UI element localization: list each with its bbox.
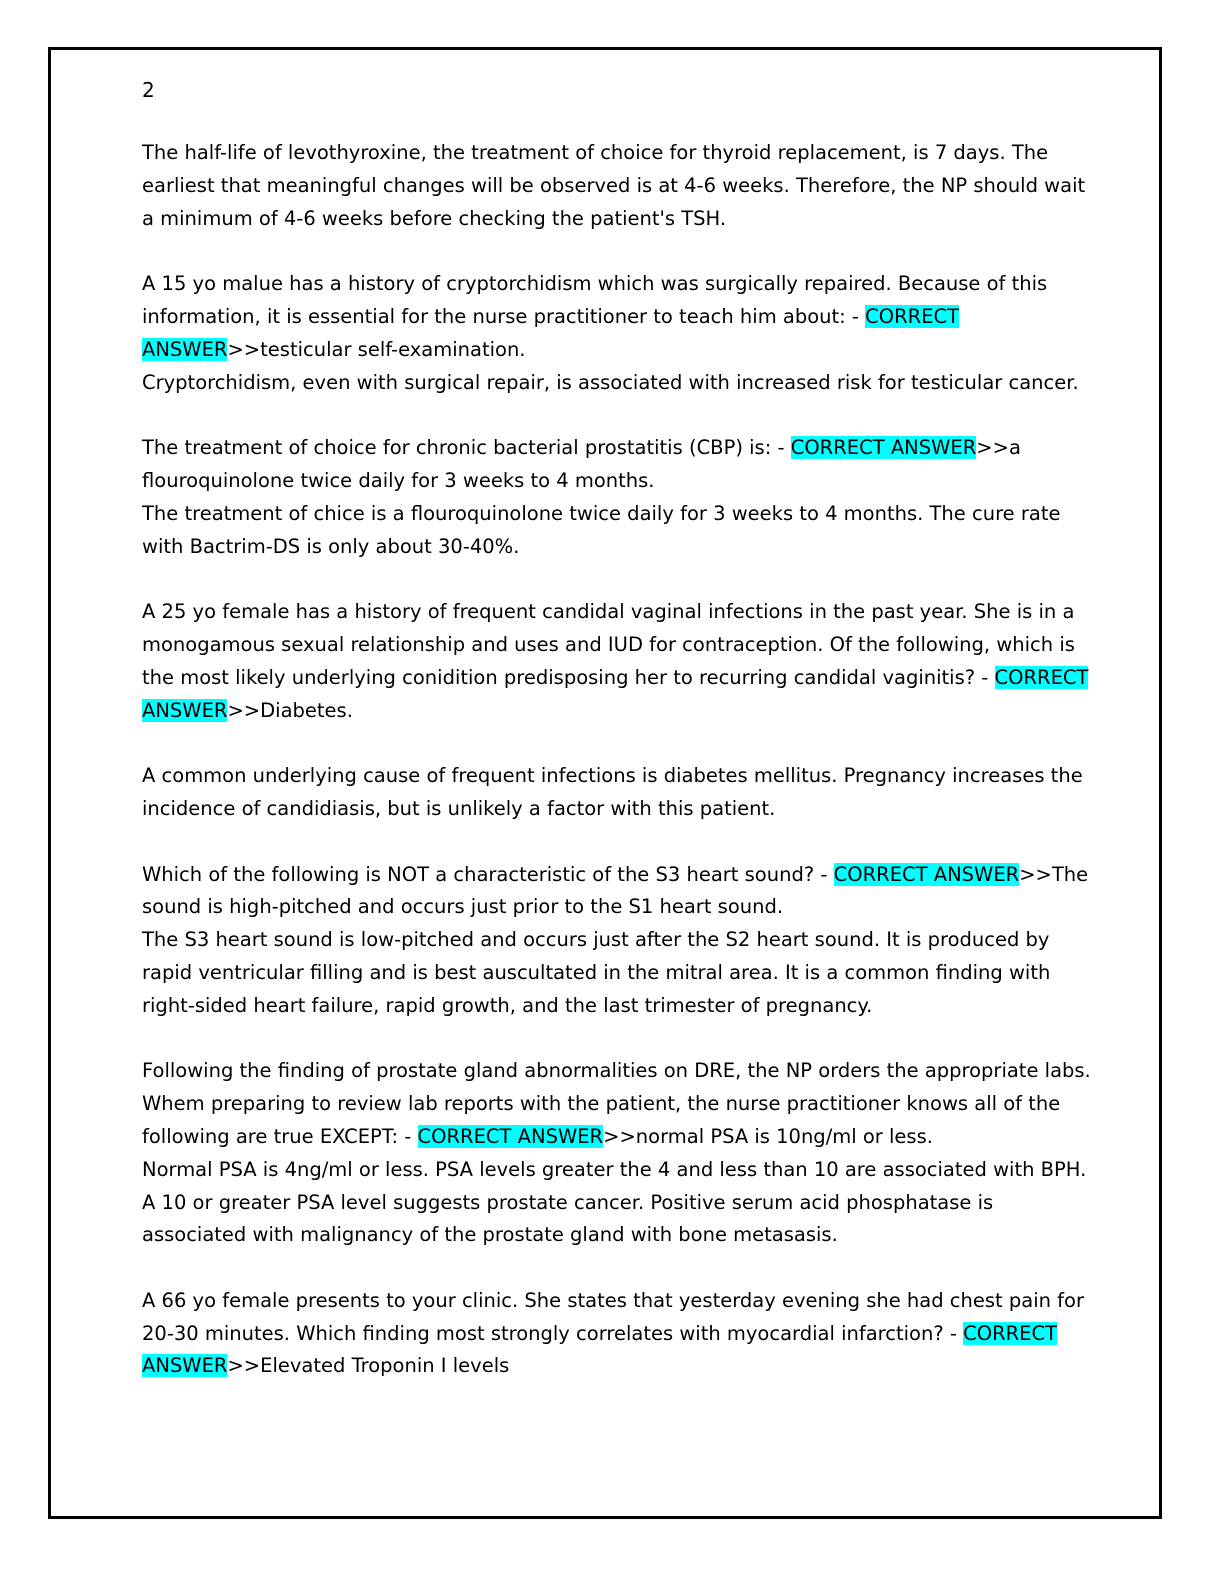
question-text: The treatment of choice for chronic bacterial prostatitis (CBP) is: -	[142, 436, 791, 460]
question-block	[142, 596, 1092, 727]
document-body	[142, 137, 1092, 1383]
question-text: A 15 yo malue has a history of cryptorchidism which was surgically repaired. Because of this information, it is essential for the nurse practitioner to teach him about: -	[142, 272, 1048, 328]
question-block	[142, 268, 1092, 399]
correct-answer-label: CORRECT ANSWER	[142, 304, 960, 361]
page-number: 2	[142, 78, 155, 102]
correct-answer-label: CORRECT ANSWER	[790, 436, 977, 460]
info-paragraph	[142, 760, 1092, 826]
rationale-text: The S3 heart sound is low-pitched and occurs just after the S2 heart sound. It is produced by rapid ventricular filling and is best auscultated in the mitral area. It is a common finding with right-sided heart failure, rapid growth, and the last trimester of pregnancy.	[142, 928, 1051, 1017]
answer-text: >>normal PSA is 10ng/ml or less.	[603, 1124, 933, 1148]
question-block	[142, 1285, 1092, 1383]
answer-text: >>The sound is high-pitched and occurs just prior to the S1 heart sound.	[142, 862, 1089, 919]
info-paragraph	[142, 137, 1092, 235]
answer-text: >>a flouroquinolone twice daily for 3 weeks to 4 months.	[142, 436, 1021, 492]
question-block	[142, 859, 1092, 1023]
paragraph-text: The half-life of levothyroxine, the treatment of choice for thyroid replacement, is 7 days. The earliest that meaningful changes will be observed is at 4-6 weeks. Therefore, the NP should wait a minimum of 4-6 weeks before checking the patient's TSH.	[142, 141, 1086, 230]
rationale-text: The treatment of chice is a flouroquinolone twice daily for 3 weeks to 4 months. The cure rate with Bactrim-DS is only about 30-40%.	[142, 501, 1061, 558]
answer-text: >>Diabetes.	[227, 698, 353, 722]
question-text: A 66 yo female presents to your clinic. She states that yesterday evening she had chest pain for 20-30 minutes. Which finding most strongly correlates with myocardial infarction? -	[142, 1288, 1084, 1345]
answer-text: >>testicular self-examination.	[227, 337, 526, 361]
question-text: Which of the following is NOT a characteristic of the S3 heart sound? -	[142, 862, 834, 886]
correct-answer-label: CORRECT ANSWER	[142, 665, 1089, 722]
question-block	[142, 1055, 1092, 1252]
answer-text: >>Elevated Troponin I levels	[227, 1354, 510, 1378]
correct-answer-label: CORRECT ANSWER	[142, 1321, 1058, 1378]
rationale-text: Cryptorchidism, even with surgical repair, is associated with increased risk for testicular cancer.	[142, 370, 1079, 394]
correct-answer-label: CORRECT ANSWER	[417, 1124, 604, 1148]
correct-answer-label: CORRECT ANSWER	[833, 862, 1020, 886]
paragraph-text: A common underlying cause of frequent infections is diabetes mellitus. Pregnancy increases the incidence of candidiasis, but is unlikely a factor with this patient.	[142, 764, 1083, 820]
rationale-text: Normal PSA is 4ng/ml or less. PSA levels greater the 4 and less than 10 are associated with BPH. A 10 or greater PSA level suggests prostate cancer. Positive serum acid phosphatase is associated with malignancy of the prostate gland with bone metasasis.	[142, 1157, 1087, 1247]
question-block	[142, 432, 1092, 563]
question-text: A 25 yo female has a history of frequent candidal vaginal infections in the past year. She is in a monogamous sexual relationship and uses and IUD for contraception. Of the following, which is the most likely underlying conidition predisposing her to recurring candidal vaginitis? -	[142, 600, 1075, 689]
question-text: Following the finding of prostate gland abnormalities on DRE, the NP orders the appropriate labs. Whem preparing to review lab reports with the patient, the nurse practitioner knows all of the following are true EXCEPT: -	[142, 1059, 1091, 1148]
